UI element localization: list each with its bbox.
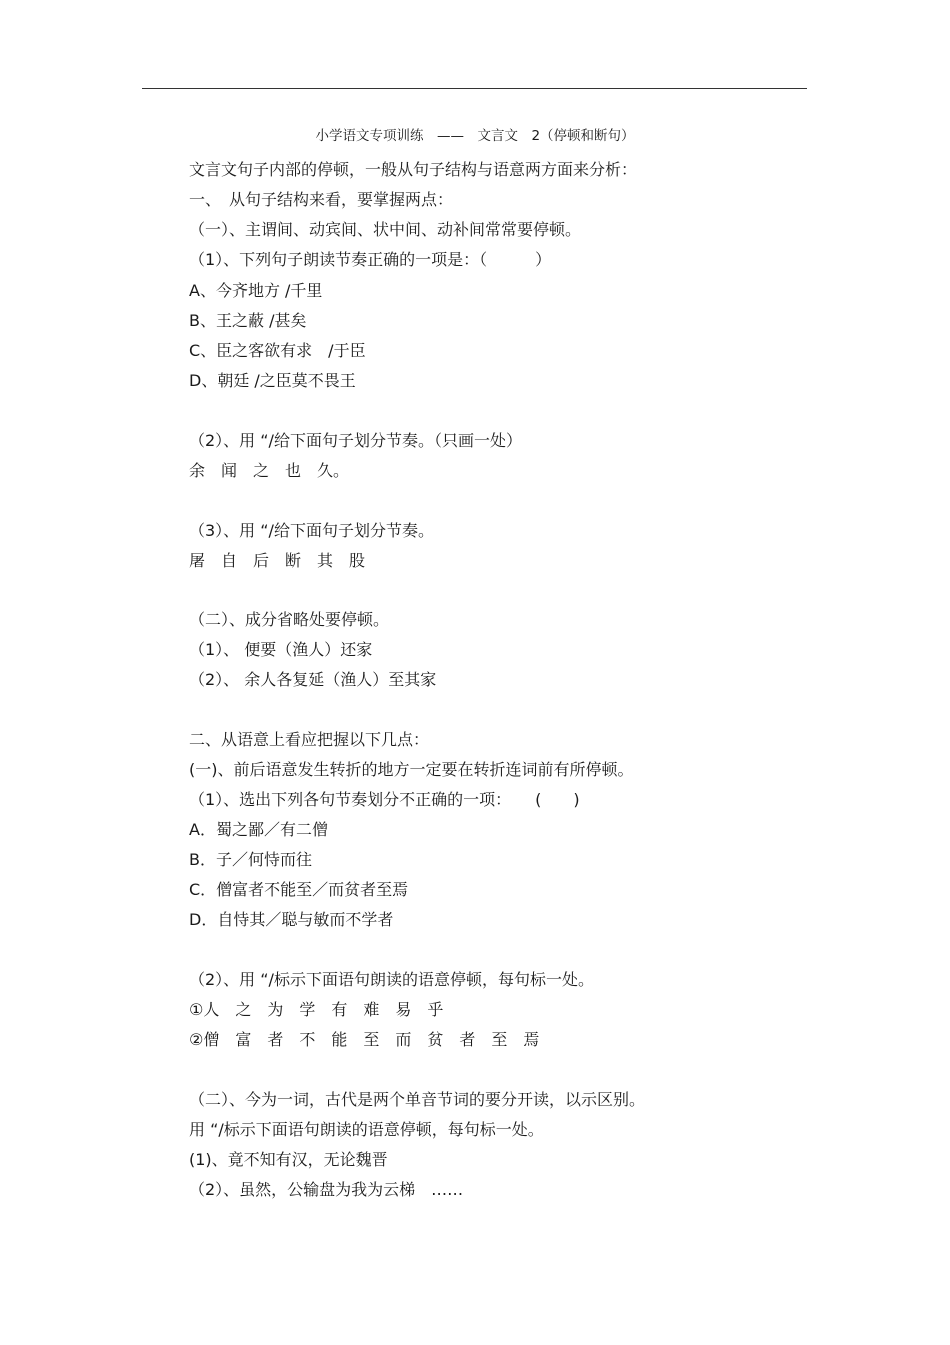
text-line: （2）、虽然，公输盘为我为云梯 …… xyxy=(189,1180,464,1199)
text-line: 屠 自 后 断 其 股 xyxy=(189,551,366,570)
text-line: B、王之蔽 /甚矣 xyxy=(189,311,307,330)
text-line: （二）、今为一词，古代是两个单音节词的要分开读，以示区别。 xyxy=(189,1090,646,1109)
text-line: （1）、下列句子朗读节奏正确的一项是：（ ） xyxy=(189,250,552,269)
text-line: ②僧 富 者 不 能 至 而 贫 者 至 焉 xyxy=(189,1030,540,1049)
text-line: 用 “/标示下面语句朗读的语意停顿，每句标一处。 xyxy=(189,1120,544,1139)
text-line: 余 闻 之 也 久。 xyxy=(189,461,350,480)
text-line: 二、从语意上看应把握以下几点： xyxy=(189,730,430,749)
text-line: A．蜀之鄙／有二僧 xyxy=(189,820,328,839)
text-line: B．子／何恃而往 xyxy=(189,850,312,869)
page-title: 小学语文专项训练 —— 文言文 2（停顿和断句） xyxy=(315,128,635,144)
text-line: （一）、主谓间、动宾间、状中间、动补间常常要停顿。 xyxy=(189,220,582,239)
text-line: C．僧富者不能至／而贫者至焉 xyxy=(189,880,409,899)
text-line: （1）、选出下列各句节奏划分不正确的一项： ( ) xyxy=(189,790,580,809)
text-line: ①人 之 为 学 有 难 易 乎 xyxy=(189,1000,444,1019)
text-line: 一、 从句子结构来看，要掌握两点： xyxy=(189,190,454,209)
text-line: (一)、前后语意发生转折的地方一定要在转折连词前有所停顿。 xyxy=(189,760,634,779)
text-line: （2）、用 “/标示下面语句朗读的语意停顿，每句标一处。 xyxy=(189,970,594,989)
text-line: (1)、竟不知有汉，无论魏晋 xyxy=(189,1150,388,1169)
text-line: （1）、 便要（渔人）还家 xyxy=(189,640,373,659)
text-line: A、今齐地方 /千里 xyxy=(189,281,323,300)
text-line: D、朝廷 /之臣莫不畏王 xyxy=(189,371,356,390)
text-line: D．自恃其／聪与敏而不学者 xyxy=(189,910,394,929)
text-line: （2）、 余人各复延（渔人）至其家 xyxy=(189,670,437,689)
text-line: （二）、成分省略处要停顿。 xyxy=(189,610,390,629)
header-rule xyxy=(142,88,807,89)
text-line: C、臣之客欲有求 /于臣 xyxy=(189,341,366,360)
text-line: 文言文句子内部的停顿，一般从句子结构与语意两方面来分析： xyxy=(189,160,638,179)
text-line: （3）、用 “/给下面句子划分节奏。 xyxy=(189,521,434,540)
text-line: （2）、用 “/给下面句子划分节奏。（只画一处） xyxy=(189,431,522,450)
